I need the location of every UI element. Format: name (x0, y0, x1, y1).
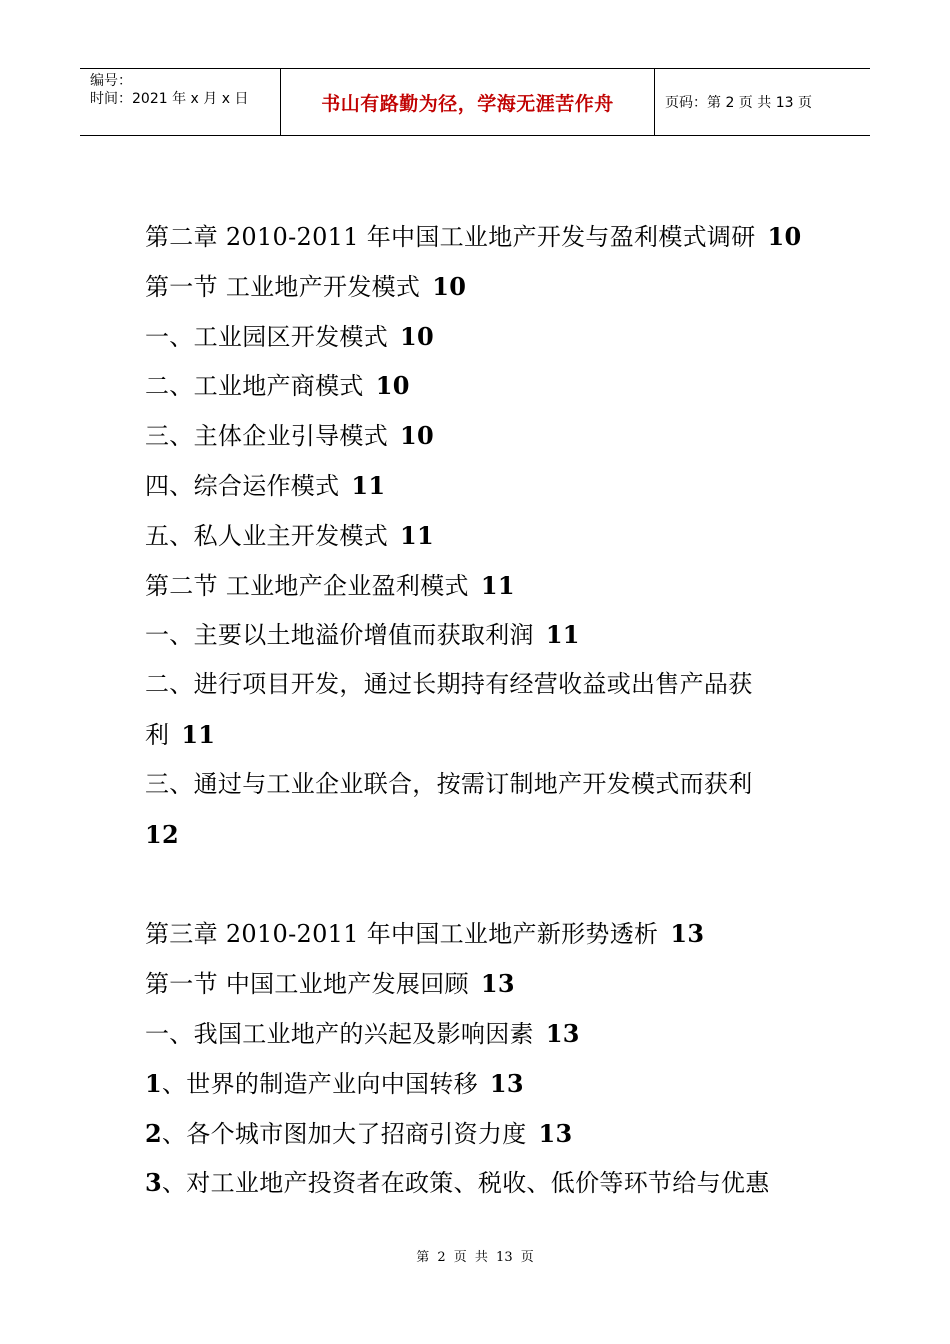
toc-entry-continuation[interactable] (145, 710, 815, 760)
toc-entry[interactable] (145, 461, 815, 511)
page-header (80, 68, 870, 136)
toc-page-number: 10 (375, 371, 410, 401)
toc-chapter-heading[interactable] (145, 212, 815, 262)
toc-entry[interactable] (145, 610, 815, 660)
toc-entry-text: 、对工业地产投资者在政策、税收、低价等环节给与优惠 (162, 1169, 770, 1198)
header-motto: 书山有路勤为径，学海无涯苦作舟 (321, 92, 614, 115)
toc-page-number: 13 (480, 969, 515, 999)
toc-section-heading[interactable] (145, 262, 815, 312)
toc-entry-text: 二、进行项目开发，通过长期持有经营收益或出售产品获 (145, 670, 753, 699)
toc-entry-text: 第二章 2010-2011 年中国工业地产开发与盈利模式调研 (145, 223, 756, 251)
toc-entry-text: 三、主体企业引导模式 (145, 422, 388, 451)
toc-entry-text: 、世界的制造产业向中国转移 (162, 1069, 478, 1098)
toc-entry[interactable] (145, 411, 815, 461)
page-footer: 第 2 页 共 13 页 (416, 1250, 534, 1265)
toc-entry[interactable] (145, 660, 815, 710)
toc-entry-text: 第三章 2010-2011 年中国工业地产新形势透析 (145, 920, 659, 949)
toc-entry[interactable] (145, 312, 815, 362)
toc-entry-text: 四、综合运作模式 (145, 471, 340, 500)
toc-entry-text: 二、工业地产商模式 (145, 372, 364, 401)
toc-page-number: 10 (767, 222, 802, 251)
toc-section-heading[interactable] (145, 959, 815, 1009)
toc-item-number: 2 (145, 1118, 162, 1148)
header-meta-cell (80, 69, 281, 135)
document-date: 时间：2021 年 x 月 x 日 (90, 91, 249, 107)
toc-entry-text: 一、工业园区开发模式 (145, 322, 388, 351)
toc-page-number: 13 (545, 1018, 580, 1048)
toc-entry-text: 、各个城市图加大了招商引资力度 (162, 1119, 527, 1148)
toc-item-number: 1 (145, 1068, 162, 1098)
toc-page-number: 10 (400, 421, 434, 451)
header-page-cell (655, 69, 870, 135)
toc-entry-text: 第一节 中国工业地产发展回顾 (145, 970, 469, 999)
toc-page-number: 13 (489, 1068, 524, 1098)
toc-entry[interactable] (145, 1109, 815, 1159)
toc-page-number: 12 (145, 819, 179, 849)
toc-page-number: 13 (670, 919, 705, 949)
toc-chapter-heading[interactable] (145, 909, 815, 959)
toc-entry-continuation[interactable] (145, 810, 815, 860)
toc-page-number: 11 (400, 520, 434, 550)
toc-page-number: 11 (545, 620, 580, 650)
toc-page-number: 10 (432, 271, 467, 301)
toc-entry[interactable] (145, 760, 815, 810)
toc-item-number: 3 (145, 1168, 162, 1198)
toc-entry[interactable] (145, 1009, 815, 1059)
toc-entry-text: 第一节 工业地产开发模式 (145, 272, 421, 301)
toc-page-number: 11 (351, 470, 386, 500)
toc-page-number: 13 (538, 1118, 573, 1148)
toc-entry-text: 五、私人业主开发模式 (145, 521, 388, 550)
table-of-contents (145, 212, 815, 1208)
toc-entry-text: 一、主要以土地溢价增值而获取利润 (145, 621, 534, 650)
toc-entry-text: 第二节 工业地产企业盈利模式 (145, 571, 469, 600)
toc-page-number: 11 (181, 719, 216, 749)
toc-entry[interactable] (145, 511, 815, 561)
toc-section-heading[interactable] (145, 561, 815, 611)
toc-entry-text: 三、通过与工业企业联合，按需订制地产开发模式而获利 (145, 769, 753, 798)
toc-entry[interactable] (145, 361, 815, 411)
toc-page-number: 11 (480, 570, 515, 600)
header-page-info: 页码：第 2 页 共 13 页 (665, 95, 812, 111)
toc-page-number: 10 (400, 321, 434, 351)
document-number: 编号： (90, 73, 132, 89)
toc-entry[interactable] (145, 1059, 815, 1109)
toc-entry[interactable] (145, 1158, 815, 1208)
chapter-spacer (145, 859, 815, 909)
toc-entry-text: 一、我国工业地产的兴起及影响因素 (145, 1019, 534, 1048)
toc-entry-text: 利 (145, 720, 170, 749)
header-motto-cell (281, 69, 655, 135)
